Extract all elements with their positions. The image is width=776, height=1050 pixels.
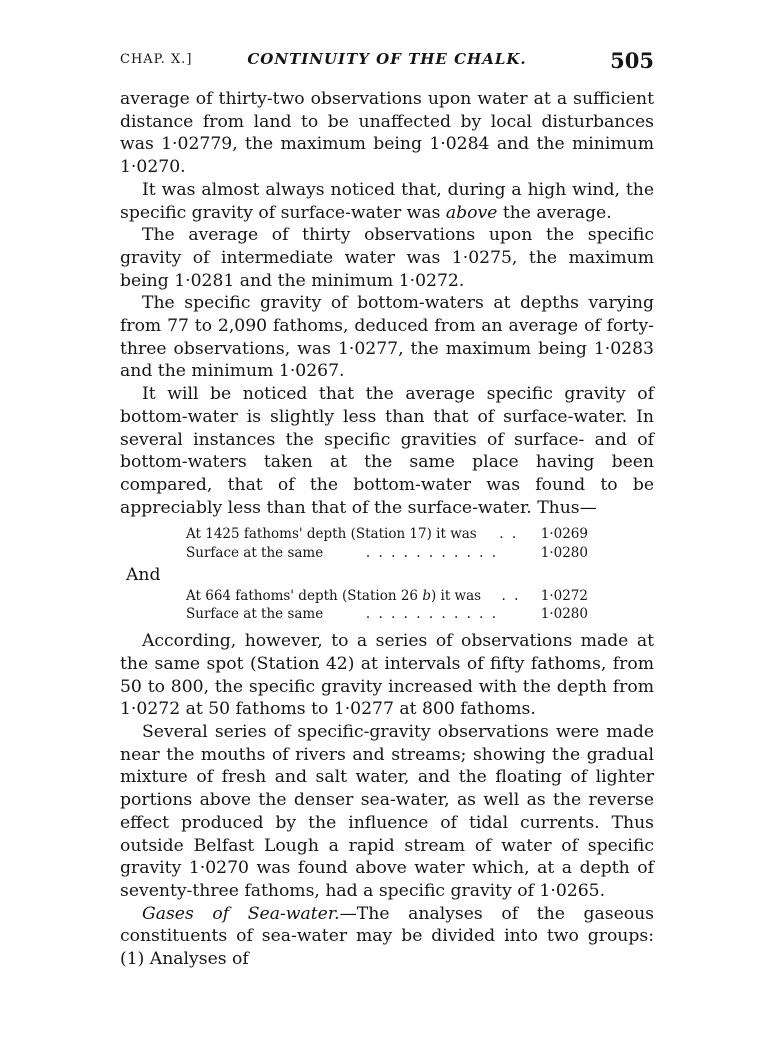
row-value: 1·0269 [540,526,588,543]
paragraph-2 [120,179,654,224]
row-label: Surface at the same [186,606,324,623]
running-header [120,48,654,78]
leader-dots: . . . . . . . . . . . [365,606,499,623]
row-value: 1·0280 [540,606,588,623]
leader-dots: . . . . . . . . . . . [365,545,499,562]
gravity-comparison-table-2 [186,587,654,624]
paragraph-1: average of thirty-two observations upon water at a sufficient distance from land to be unaffected by local disturbances was 1·02779, the maximum being 1·0284 and the minimum 1·0270. [120,89,654,178]
paragraph-5: It will be noticed that the average specific gravity of bottom-water is slightly less than that of surface-water. In several instances the specific gravities of surface- and of bottom-waters taken at the same place having been compared, that of the bottom-water was found to be appreciably less than that of the surface-water. Thus— [120,384,654,518]
paragraph-8-text: —The analyses of the gaseous constituents of sea-water may be divided into two groups: (1) Analyses of [120,903,654,970]
chapter-label: CHAP. X.] [120,52,193,67]
paragraph-2-emphasis: above [445,202,498,223]
row-label-emphasis: b [422,587,431,604]
leader-dots: . . [499,526,519,543]
paragraph-8 [120,903,654,971]
paragraph-6: According, however, to a series of observations made at the same spot (Station 42) at intervals of fifty fathoms, from 50 to 800, the specific gravity increased with the depth from 1·0272 at 50 fathoms to 1·0277 at 800 fathoms. [120,631,654,720]
row-label: At 1425 fathoms' depth (Station 17) it was [186,526,477,543]
paragraph-4: The specific gravity of bottom-waters at depths varying from 77 to 2,090 fathoms, deduced from an average of forty-three observations, was 1·0277, the maximum being 1·0283 and the minimum 1·0267. [120,293,654,382]
paragraph-2-text-a: It was almost always noticed that, during a high wind, the specific gravity of surface-water was [120,179,654,223]
paragraph-7: Several series of specific-gravity observations were made near the mouths of rivers and streams; showing the gradual mixture of fresh and salt water, and the floating of lighter portions above the denser sea-water, as well as the reverse effect produced by the influence of tidal currents. Thus outside Belfast Lough a rapid stream of water of specific gravity 1·0270 was found above water which, at a depth of seventy-three fathoms, had a specific gravity of 1·0265. [120,721,654,901]
table-row [186,587,588,606]
running-title: CONTINUITY OF THE CHALK. [247,50,527,68]
row-value: 1·0280 [540,545,588,562]
table-row [186,525,588,544]
row-label-end: ) it was [430,587,482,604]
row-label [186,587,481,606]
gravity-comparison-table [186,525,654,562]
row-value: 1·0272 [540,587,588,604]
and-label: And [126,564,161,585]
paragraph-3: The average of thirty observations upon the specific gravity of intermediate water was 1·0275, the maximum being 1·0281 and the minimum 1·0272. [120,225,654,291]
row-label: Surface at the same [186,545,324,562]
row-label-text: At 664 fathoms' depth (Station 26 [186,587,423,604]
paragraph-2-text-b: the average. [497,202,612,223]
leader-dots: . . [501,587,521,604]
table-row [186,544,588,563]
table-row [186,605,588,624]
body-text [120,88,654,971]
page-number: 505 [610,48,654,73]
section-heading-gases: Gases of Sea-water. [142,903,340,924]
